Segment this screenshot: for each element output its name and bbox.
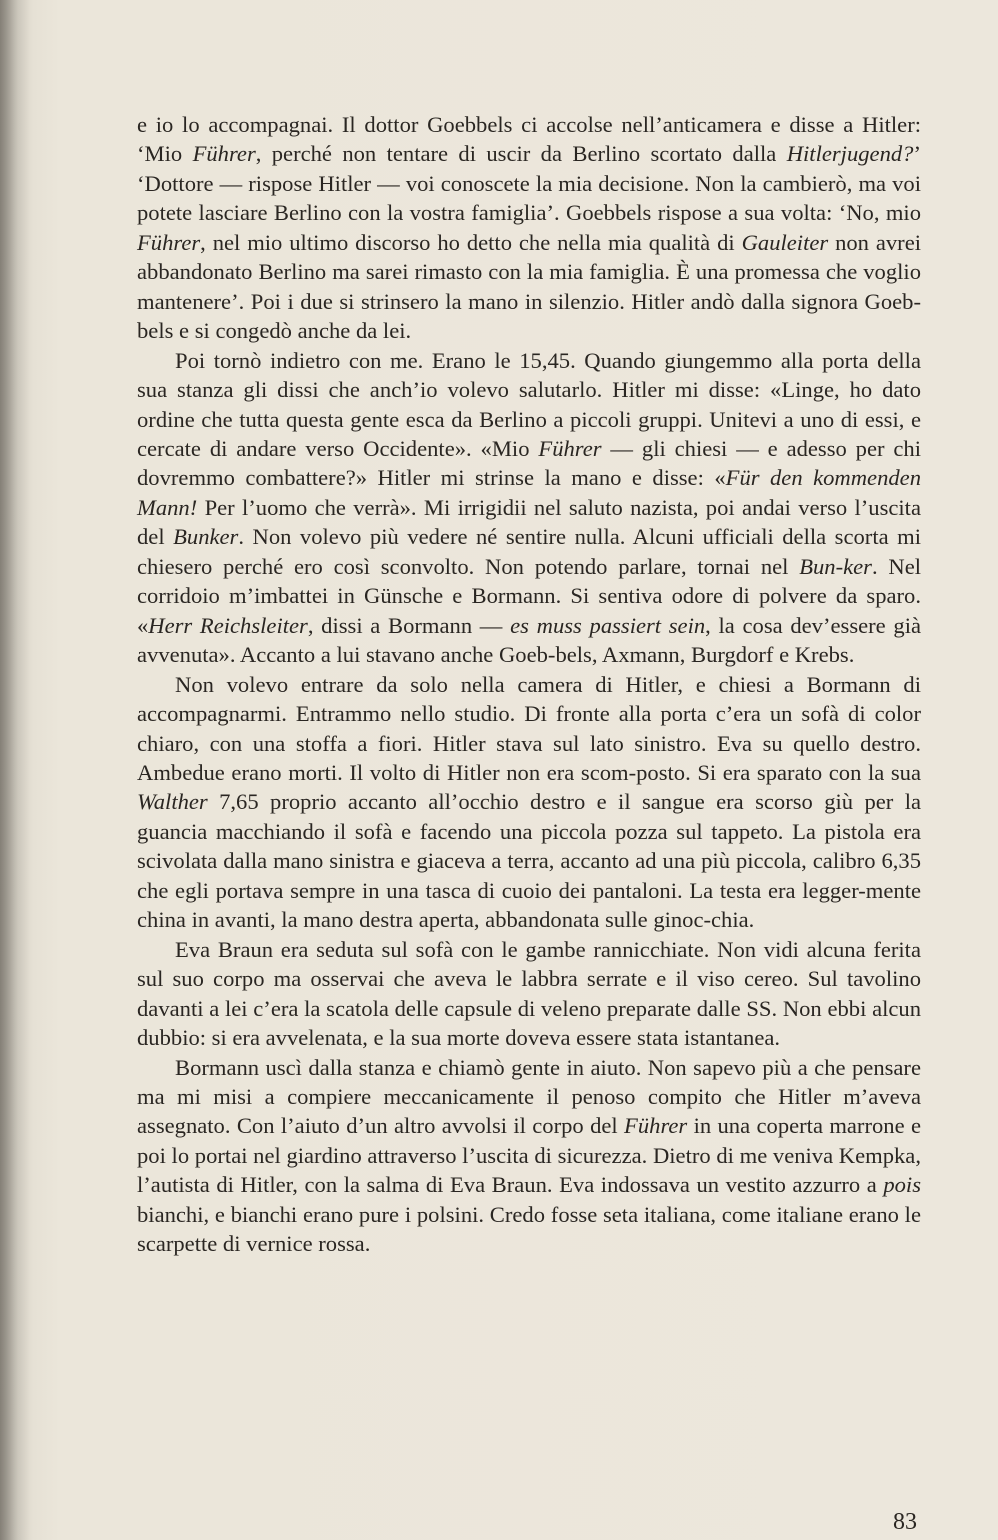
paragraph-4: Eva Braun era seduta sul sofà con le gambe rannicchiate. Non vidi alcuna ferita sul suo corpo ma osservai che aveva le labbra serrate e il viso cereo. Sul tavolino davanti a lei c’era la scatola delle capsule di veleno preparate dalle SS. Non ebbi alcun dubbio: si era avvelenata, e la sua morte doveva essere stata istantanea. (137, 936, 921, 1051)
body-text (137, 110, 921, 1259)
paragraph-3: Non volevo entrare da solo nella camera di Hitler, e chiesi a Bormann di accompagnarmi. Entrammo nello studio. Di fronte alla porta c’era un sofà di color chiaro, con una stoffa a fiori. Hitler stava sul lato sinistro. Eva su quello destro. Ambedue erano morti. Il volto di Hitler non era scom-posto. Si era sparato con la sua Walther 7,65 proprio accanto all’occhio destro e il sangue era scorso giù per la guancia macchiando il sofà e facendo una piccola pozza sul tappeto. La pistola era scivolata dalla mano sinistra e giaceva a terra, accanto ad una più piccola, calibro 6,35 che egli portava sempre in una tasca di cuoio dei pantaloni. La testa era legger-mente china in avanti, la mano destra aperta, abbandonata sulle ginoc-chia. (137, 671, 921, 933)
paragraph-5: Bormann uscì dalla stanza e chiamò gente in aiuto. Non sapevo più a che pensare ma mi misi a compiere meccanicamente il penoso compito che Hitler m’aveva assegnato. Con l’aiuto d’un altro avvolsi il corpo del Führer in una coperta marrone e poi lo portai nel giardino attraverso l’uscita di sicurezza. Dietro di me veniva Kempka, l’autista di Hitler, con la salma di Eva Braun. Eva indossava un vestito azzurro a pois bianchi, e bianchi erano pure i polsini. Credo fosse seta italiana, come italiane erano le scarpette di vernice rossa. (137, 1054, 921, 1257)
paragraph-1: e io lo accompagnai. Il dottor Goebbels ci accolse nell’anticamera e disse a Hitler: ‘Mio Führer, perché non tentare di uscir da Berlino scortato dalla Hitlerjugend?’ ‘Dottore — rispose Hitler — voi conoscete la mia decisione. Non la cambierò, ma voi potete lasciare Berlino con la vostra famiglia’. Goebbels rispose a sua volta: ‘No, mio Führer, nel mio ultimo discorso ho detto che nella mia qualità di Gauleiter non avrei abbandonato Berlino ma sarei rimasto con la mia famiglia. È una promessa che voglio mantenere’. Poi i due si strinsero la mano in silenzio. Hitler andò dalla signora Goeb-bels e si congedò anche da lei. (137, 112, 922, 344)
page-number: 83 (893, 1509, 917, 1535)
spine-shadow (0, 0, 30, 1540)
paragraph-2: Poi tornò indietro con me. Erano le 15,45. Quando giungemmo alla porta della sua stanza gli dissi che anch’io volevo salutarlo. Hitler mi disse: «Linge, ho dato ordine che tutta questa gente esca da Berlino a piccoli gruppi. Unitevi a uno di essi, e cercate di andare verso Occidente». «Mio Führer — gli chiesi — e adesso per chi dovremmo combattere?» Hitler mi strinse la mano e disse: «Für den kommenden Mann! Per l’uomo che verrà». Mi irrigidii nel saluto nazista, poi andai verso l’uscita del Bunker. Non volevo più vedere né sentire nulla. Alcuni ufficiali della scorta mi chiesero perché ero così sconvolto. Non potendo parlare, tornai nel Bun-ker. Nel corridoio m’imbattei in Günsche e Bormann. Si sentiva odore di polvere da sparo. «Herr Reichsleiter, dissi a Bormann — es muss passiert sein, la cosa dev’essere già avvenuta». Accanto a lui stavano anche Goeb-bels, Axmann, Burgdorf e Krebs. (137, 347, 921, 668)
